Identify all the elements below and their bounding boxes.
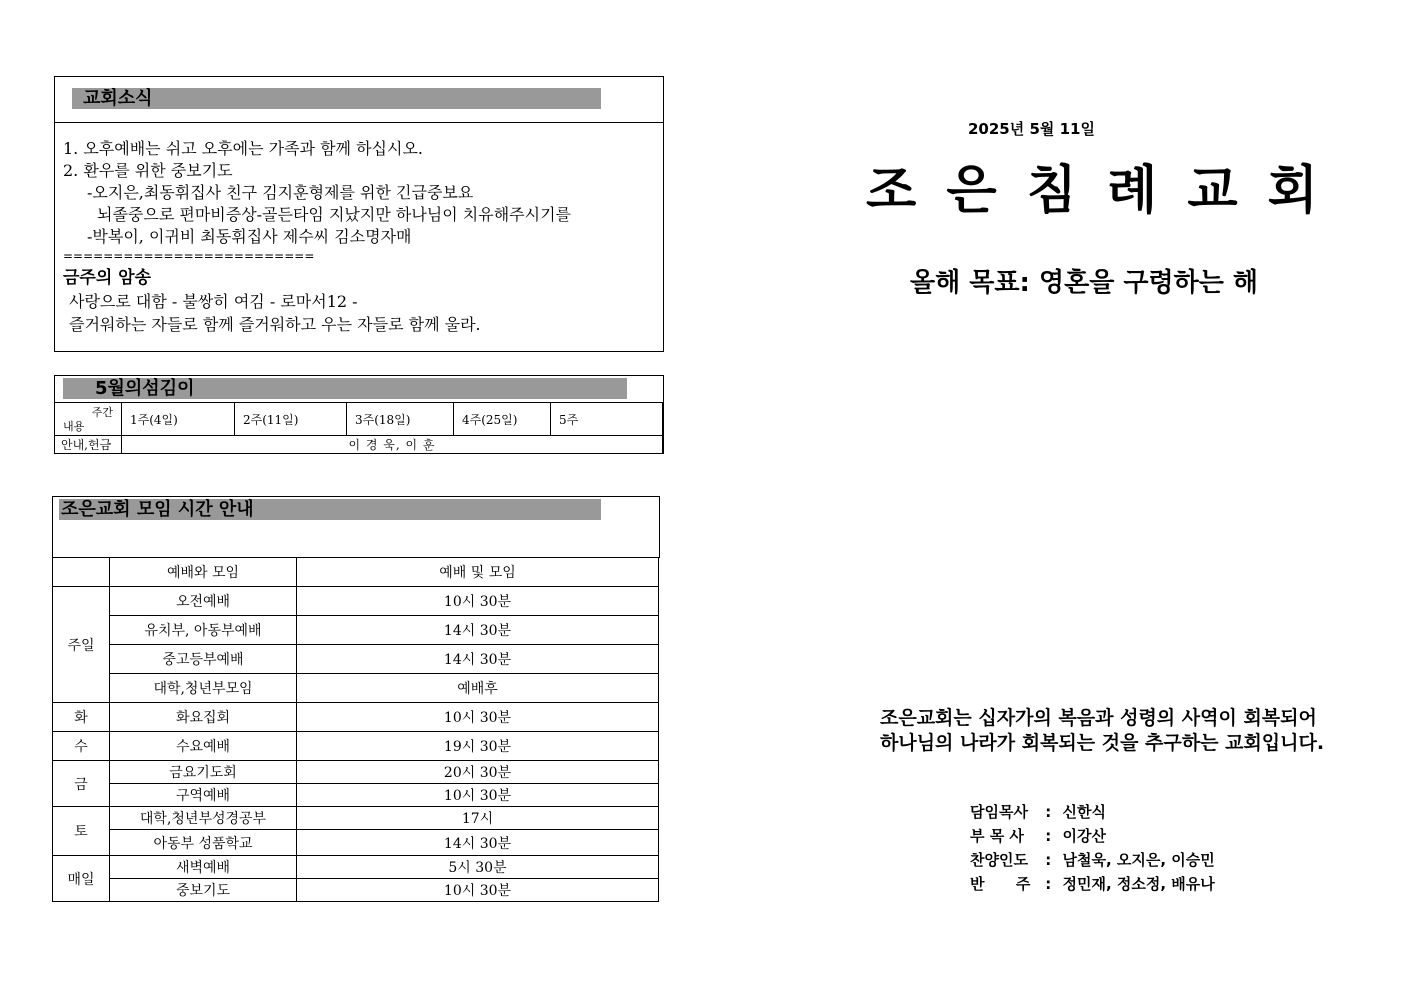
servers-row-label: 안내,헌금: [55, 436, 122, 454]
table-row: [53, 645, 659, 674]
schedule-box: [52, 496, 660, 558]
table-row: [53, 856, 659, 879]
staff-separator: :: [1045, 827, 1052, 845]
news-divider: [55, 122, 663, 123]
staff-names: 정민재, 정소정, 배유나: [1062, 875, 1215, 893]
staff-row: [970, 825, 1106, 846]
day-label-tue: 화: [53, 703, 110, 732]
service-name: 새벽예배: [110, 856, 297, 879]
service-time: 20시 30분: [297, 761, 659, 784]
service-name: 금요기도회: [110, 761, 297, 784]
staff-row: [970, 873, 1215, 894]
news-line: 뇌졸중으로 편마비증상-골든타임 지났지만 하나님이 치유해주시기를: [97, 205, 571, 224]
staff-separator: :: [1045, 851, 1052, 869]
service-name: 구역예배: [110, 784, 297, 807]
schedule-header-col1: 예배와 모임: [110, 558, 297, 587]
verse-title: 금주의 암송: [63, 268, 152, 288]
schedule-header-col2: 예배 및 모임: [297, 558, 659, 587]
news-line: -박복이, 이귀비 최동휘집사 제수씨 김소명자매: [87, 227, 412, 246]
table-row: [53, 879, 659, 902]
servers-title: 5월의섬김이: [95, 378, 195, 399]
table-row: [53, 732, 659, 761]
church-name: 조 은 침 례 교 회: [866, 161, 1324, 221]
news-line: -오지은,최동휘집사 친구 김지훈형제를 위한 긴급중보요: [87, 183, 474, 202]
table-row: [53, 761, 659, 784]
verse-line: 사랑으로 대함 - 불쌍히 여김 - 로마서12 -: [69, 292, 358, 311]
schedule-header-blank: [53, 558, 110, 587]
service-name: 대학,청년부성경공부: [110, 807, 297, 830]
service-time: 10시 30분: [297, 703, 659, 732]
service-name: 오전예배: [110, 587, 297, 616]
service-time: 14시 30분: [297, 616, 659, 645]
staff-separator: :: [1045, 803, 1052, 821]
table-row: [53, 616, 659, 645]
service-time: 10시 30분: [297, 879, 659, 902]
day-label-sunday: 주일: [53, 587, 110, 703]
schedule-table: [52, 557, 659, 902]
staff-role: 부 목 사: [970, 827, 1024, 845]
service-name: 중보기도: [110, 879, 297, 902]
mission-line: 조은교회는 십자가의 복음과 성령의 사역이 회복되어: [880, 707, 1317, 729]
bulletin-date: 2025년 5월 11일: [968, 120, 1095, 138]
news-separator: =========================: [63, 249, 315, 263]
servers-table: [54, 402, 663, 454]
staff-names: 이강산: [1062, 827, 1106, 845]
table-row: [53, 830, 659, 856]
staff-role: 담임목사: [970, 803, 1028, 821]
service-time: 예배후: [297, 674, 659, 703]
staff-role: 반 주: [970, 875, 1031, 893]
day-label-fri: 금: [53, 761, 110, 807]
table-row: [53, 674, 659, 703]
staff-row: [970, 801, 1106, 822]
service-time: 14시 30분: [297, 830, 659, 856]
service-name: 화요집회: [110, 703, 297, 732]
day-label-wed: 수: [53, 732, 110, 761]
day-label-daily: 매일: [53, 856, 110, 902]
service-time: 10시 30분: [297, 587, 659, 616]
staff-names: 남철욱, 오지은, 이승민: [1062, 851, 1215, 869]
schedule-title: 조은교회 모임 시간 안내: [61, 499, 254, 520]
service-name: 유치부, 아동부예배: [110, 616, 297, 645]
service-time: 14시 30분: [297, 645, 659, 674]
service-time: 17시: [297, 807, 659, 830]
news-line: 2. 환우를 위한 중보기도: [63, 161, 233, 180]
week-header: 3주(18일): [347, 403, 454, 436]
week-header: 5주: [551, 403, 663, 436]
table-row: [53, 587, 659, 616]
service-name: 아동부 성품학교: [110, 830, 297, 856]
day-label-sat: 토: [53, 807, 110, 856]
staff-names: 신한식: [1062, 803, 1106, 821]
service-time: 19시 30분: [297, 732, 659, 761]
mission-line: 하나님의 나라가 회복되는 것을 추구하는 교회입니다.: [880, 732, 1325, 754]
verse-line: 즐거워하는 자들로 함께 즐거워하고 우는 자들로 함께 울라.: [69, 315, 481, 334]
servers-box: [54, 375, 664, 454]
week-header: 2주(11일): [235, 403, 347, 436]
service-time: 10시 30분: [297, 784, 659, 807]
church-news-box: [54, 76, 664, 352]
week-header: 1주(4일): [122, 403, 235, 436]
staff-row: [970, 849, 1215, 870]
service-name: 수요예배: [110, 732, 297, 761]
week-header: 4주(25일): [454, 403, 551, 436]
news-line: 1. 오후예배는 쉬고 오후에는 가족과 함께 하십시오.: [63, 139, 423, 158]
service-name: 대학,청년부모임: [110, 674, 297, 703]
servers-row-value: 이 경 욱, 이 훈: [122, 436, 663, 454]
news-title: 교회소식: [83, 88, 153, 109]
table-row: [53, 784, 659, 807]
table-row: [53, 703, 659, 732]
staff-separator: :: [1045, 875, 1052, 893]
yearly-goal: 올해 목표: 영혼을 구령하는 해: [910, 268, 1258, 298]
table-row: [53, 807, 659, 830]
service-time: 5시 30분: [297, 856, 659, 879]
staff-role: 찬양인도: [970, 851, 1028, 869]
service-name: 중고등부예배: [110, 645, 297, 674]
servers-header-cell: 주간 내용: [55, 403, 122, 436]
